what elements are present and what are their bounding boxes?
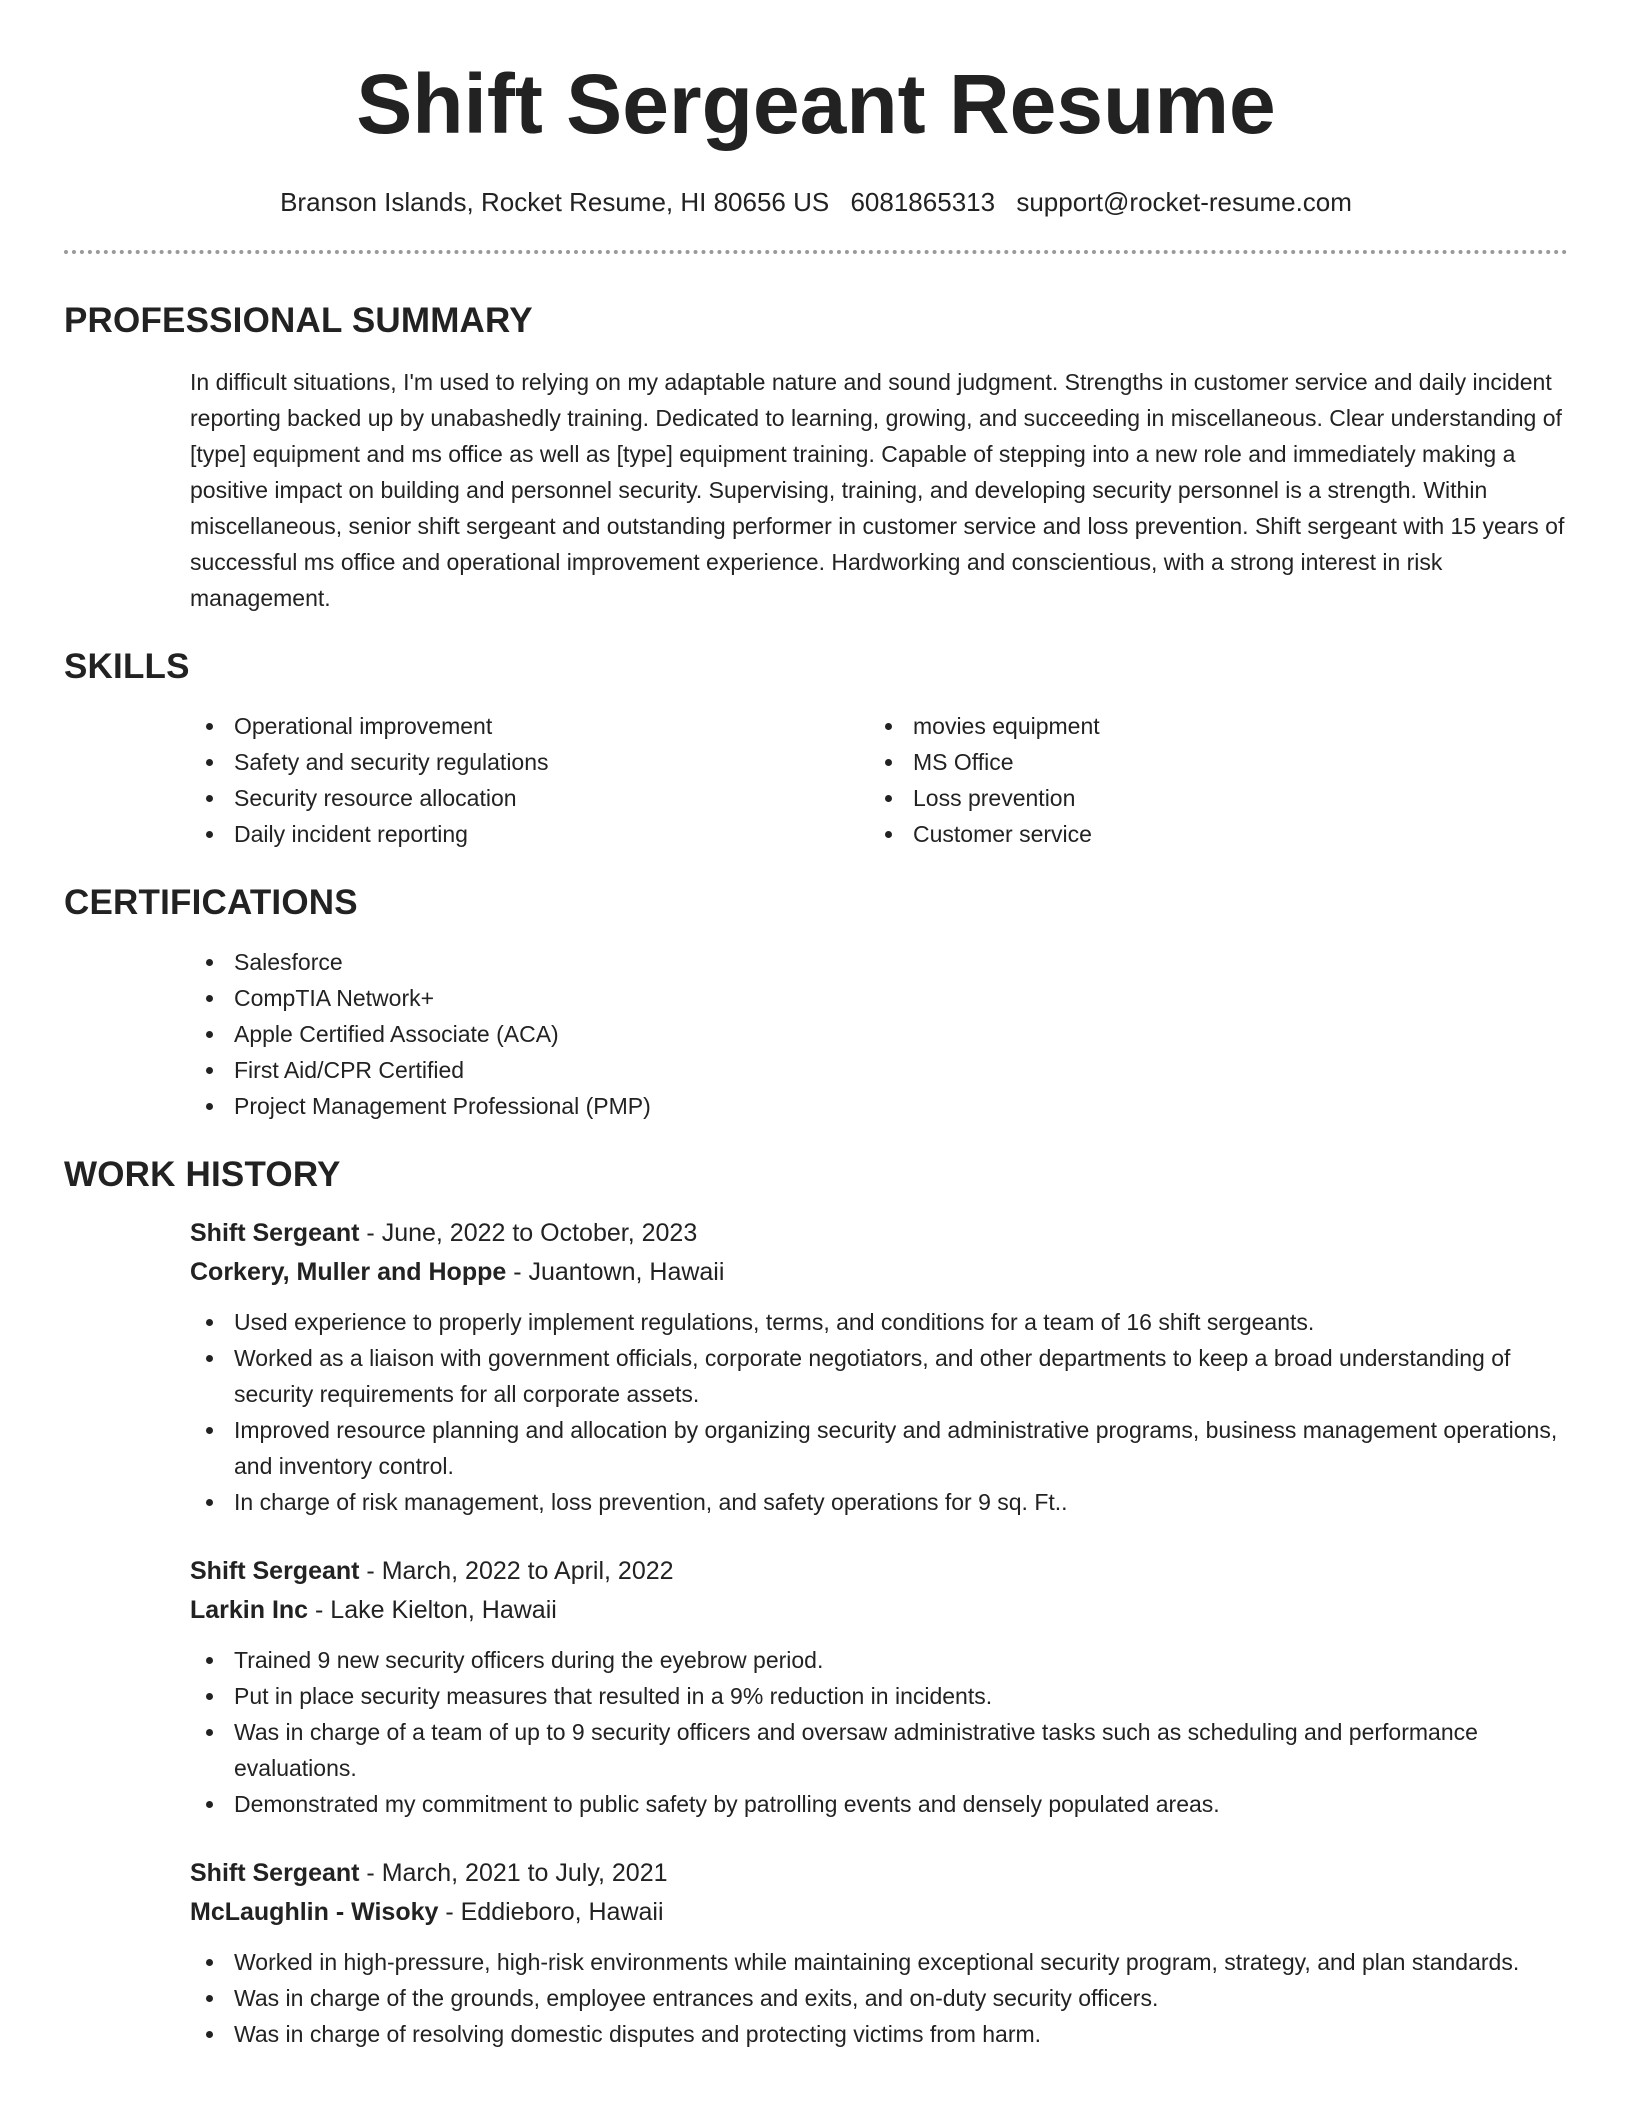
contact-line [64,186,1568,218]
job-duty: In charge of risk management, loss prevention, and safety operations for 9 sq. Ft.. [190,1484,1568,1520]
job-duty: Demonstrated my commitment to public safety by patrolling events and densely populated areas. [190,1786,1568,1822]
job-company-line [190,1591,1568,1630]
contact-email: support@rocket-resume.com [1016,187,1352,217]
summary-heading: PROFESSIONAL SUMMARY [64,301,533,340]
job-duty: Worked as a liaison with government officials, corporate negotiators, and other departments to keep a broad understanding of security requirements for all corporate assets. [190,1340,1568,1412]
skill-item: movies equipment [869,708,1548,744]
header-divider [64,250,1568,254]
job-duty: Was in charge of resolving domestic disputes and protecting victims from harm. [190,2016,1568,2052]
job-entry [190,1214,1568,1520]
contact-address: Branson Islands, Rocket Resume, HI 80656 US [280,187,830,217]
job-duty: Used experience to properly implement regulations, terms, and conditions for a team of 16 shift sergeants. [190,1304,1568,1340]
job-duty: Trained 9 new security officers during the eyebrow period. [190,1642,1568,1678]
certification-item: Project Management Professional (PMP) [190,1088,1568,1124]
job-duties [190,1642,1568,1822]
resume-title: Shift Sergeant Resume [356,57,1276,151]
job-company: McLaughlin - Wisoky [190,1898,439,1926]
skill-item: MS Office [869,744,1548,780]
job-company-line [190,1893,1568,1932]
contact-phone: 6081865313 [850,187,996,217]
skill-item: Operational improvement [190,708,869,744]
job-dates: - March, 2022 to April, 2022 [359,1557,674,1585]
job-entry [190,1552,1568,1822]
skill-item: Customer service [869,816,1548,852]
job-company: Corkery, Muller and Hoppe [190,1258,507,1286]
job-title: Shift Sergeant [190,1219,360,1247]
skill-item: Safety and security regulations [190,744,869,780]
job-location: - Eddieboro, Hawaii [438,1898,664,1926]
job-entry [190,1854,1568,2052]
skills-heading: SKILLS [64,647,190,686]
certification-item: Apple Certified Associate (ACA) [190,1016,1568,1052]
summary-text: In difficult situations, I'm used to relying on my adaptable nature and sound judgment. Strengths in customer service and daily incident reporting backed up by unabashedly training. Dedicated to learning, growing, and succeeding in miscellaneous. Clear understanding of [type] equipment and ms office as well as [type] equipment training. Capable of stepping into a new role and immediately making a positive impact on building and personnel security. Supervising, training, and developing security personnel is a strength. Within miscellaneous, senior shift sergeant and outstanding performer in customer service and loss prevention. Shift sergeant with 15 years of successful ms office and operational improvement experience. Hardworking and conscientious, with a strong interest in risk management. [190,369,1565,611]
skills-column-left [190,708,869,852]
job-location: - Juantown, Hawaii [506,1258,725,1286]
skills-column-right [869,708,1548,852]
resume-page [64,0,1568,2052]
job-title: Shift Sergeant [190,1859,360,1887]
job-title-line [190,1552,1568,1591]
skill-item: Daily incident reporting [190,816,869,852]
skill-item: Loss prevention [869,780,1548,816]
skills-list [190,708,1568,852]
job-title-line [190,1854,1568,1893]
certifications-list [190,944,1568,1124]
job-duties [190,1304,1568,1520]
job-duty: Put in place security measures that resulted in a 9% reduction in incidents. [190,1678,1568,1714]
work-history-heading: WORK HISTORY [64,1155,341,1194]
job-company: Larkin Inc [190,1596,309,1624]
certification-item: First Aid/CPR Certified [190,1052,1568,1088]
job-duty: Was in charge of a team of up to 9 security officers and oversaw administrative tasks such as scheduling and performance evaluations. [190,1714,1568,1786]
certification-item: Salesforce [190,944,1568,980]
job-dates: - June, 2022 to October, 2023 [359,1219,698,1247]
resume-header [64,0,1568,218]
job-title: Shift Sergeant [190,1557,360,1585]
job-title-line [190,1214,1568,1253]
job-duty: Worked in high-pressure, high-risk environments while maintaining exceptional security program, strategy, and plan standards. [190,1944,1568,1980]
certifications-heading: CERTIFICATIONS [64,883,358,922]
certification-item: CompTIA Network+ [190,980,1568,1016]
job-duties [190,1944,1568,2052]
job-dates: - March, 2021 to July, 2021 [359,1859,668,1887]
job-duty: Improved resource planning and allocation by organizing security and administrative programs, business management operations, and inventory control. [190,1412,1568,1484]
skill-item: Security resource allocation [190,780,869,816]
job-location: - Lake Kielton, Hawaii [308,1596,557,1624]
job-company-line [190,1253,1568,1292]
job-duty: Was in charge of the grounds, employee entrances and exits, and on-duty security officers. [190,1980,1568,2016]
